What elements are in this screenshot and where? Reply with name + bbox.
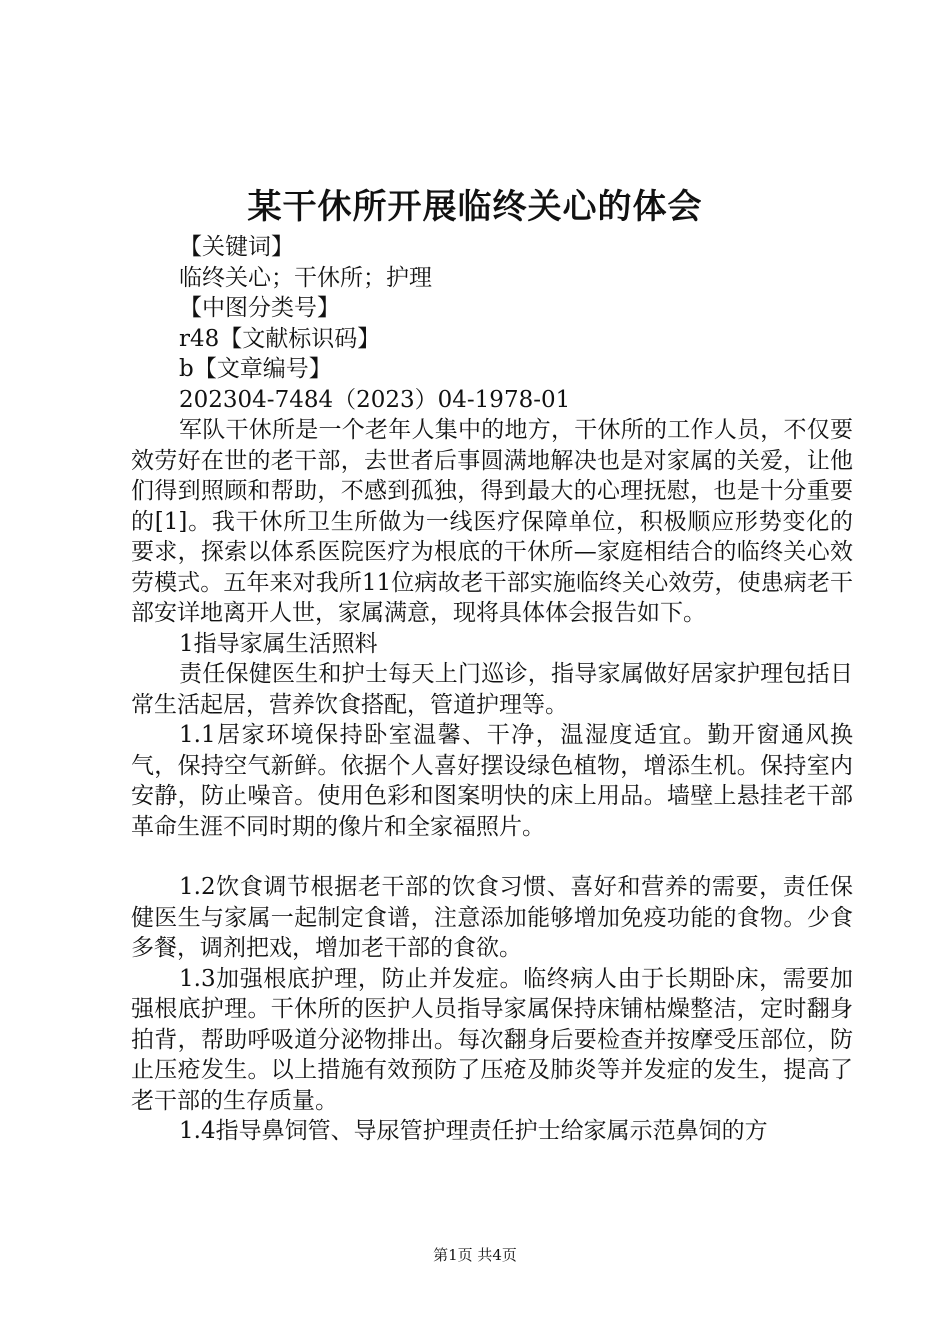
section-heading-1: 1指导家属生活照料 [179,630,378,657]
keywords-value: 临终关心；干休所；护理 [179,264,432,291]
article-number-value: 202304-7484（2023）04-1978-01 [179,386,571,413]
section-1-paragraph: 责任保健医生和护士每天上门巡诊，指导家属做好居家护理包括日常生活起居，营养饮食搭配，管道护理等。 [131,661,853,718]
intro-paragraph: 军队干休所是一个老年人集中的地方，干休所的工作人员，不仅要效劳好在世的老干部，去世者后事圆满地解决也是对家属的关爱，让他们得到照顾和帮助，不感到孤独，得到最大的心理抚慰，也是十分重要的[1]。我干休所卫生所做为一线医疗保障单位，积极顺应形势变化的要求，探索以体系医院医疗为根底的干休所—家庭相结合的临终关心效劳模式。五年来对我所11位病故老干部实施临终关心效劳，使患病老干部安详地离开人世，家属满意，现将具体体会报告如下。 [131,417,853,626]
classification-value: r48【文献标识码】 [179,325,381,352]
keywords-heading: 【关键词】 [179,234,294,260]
subsection-1-3-paragraph: 1.3加强根底护理，防止并发症。临终病人由于长期卧床，需要加强根底护理。干休所的医护人员指导家属保持床铺枯燥整洁，定时翻身拍背，帮助呼吸道分泌物排出。每次翻身后要检查并按摩受压部位，防止压疮发生。以上措施有效预防了压疮及肺炎等并发症的发生，提高了老干部的生存质量。 [131,965,853,1114]
subsection-1-2-paragraph: 1.2饮食调节根据老干部的饮食习惯、喜好和营养的需要，责任保健医生与家属一起制定食谱，注意添加能够增加免疫功能的食物。少食多餐，调剂把戏，增加老干部的食欲。 [131,874,853,961]
document-title: 某干休所开展临终关心的体会 [247,187,703,227]
document-body [131,232,853,1147]
subsection-1-4-paragraph: 1.4指导鼻饲管、导尿管护理责任护士给家属示范鼻饲的方 [179,1118,768,1144]
page-footer: 第1页 共4页 [433,1246,517,1264]
classification-heading: 【中图分类号】 [179,295,340,321]
subsection-1-1-paragraph: 1.1居家环境保持卧室温馨、干净，温湿度适宜。勤开窗通风换气，保持空气新鲜。依据个人喜好摆设绿色植物，增添生机。保持室内安静，防止噪音。使用色彩和图案明快的床上用品。墙壁上悬挂老干部革命生涯不同时期的像片和全家福照片。 [131,722,853,840]
article-number-label: b【文章编号】 [179,356,332,382]
